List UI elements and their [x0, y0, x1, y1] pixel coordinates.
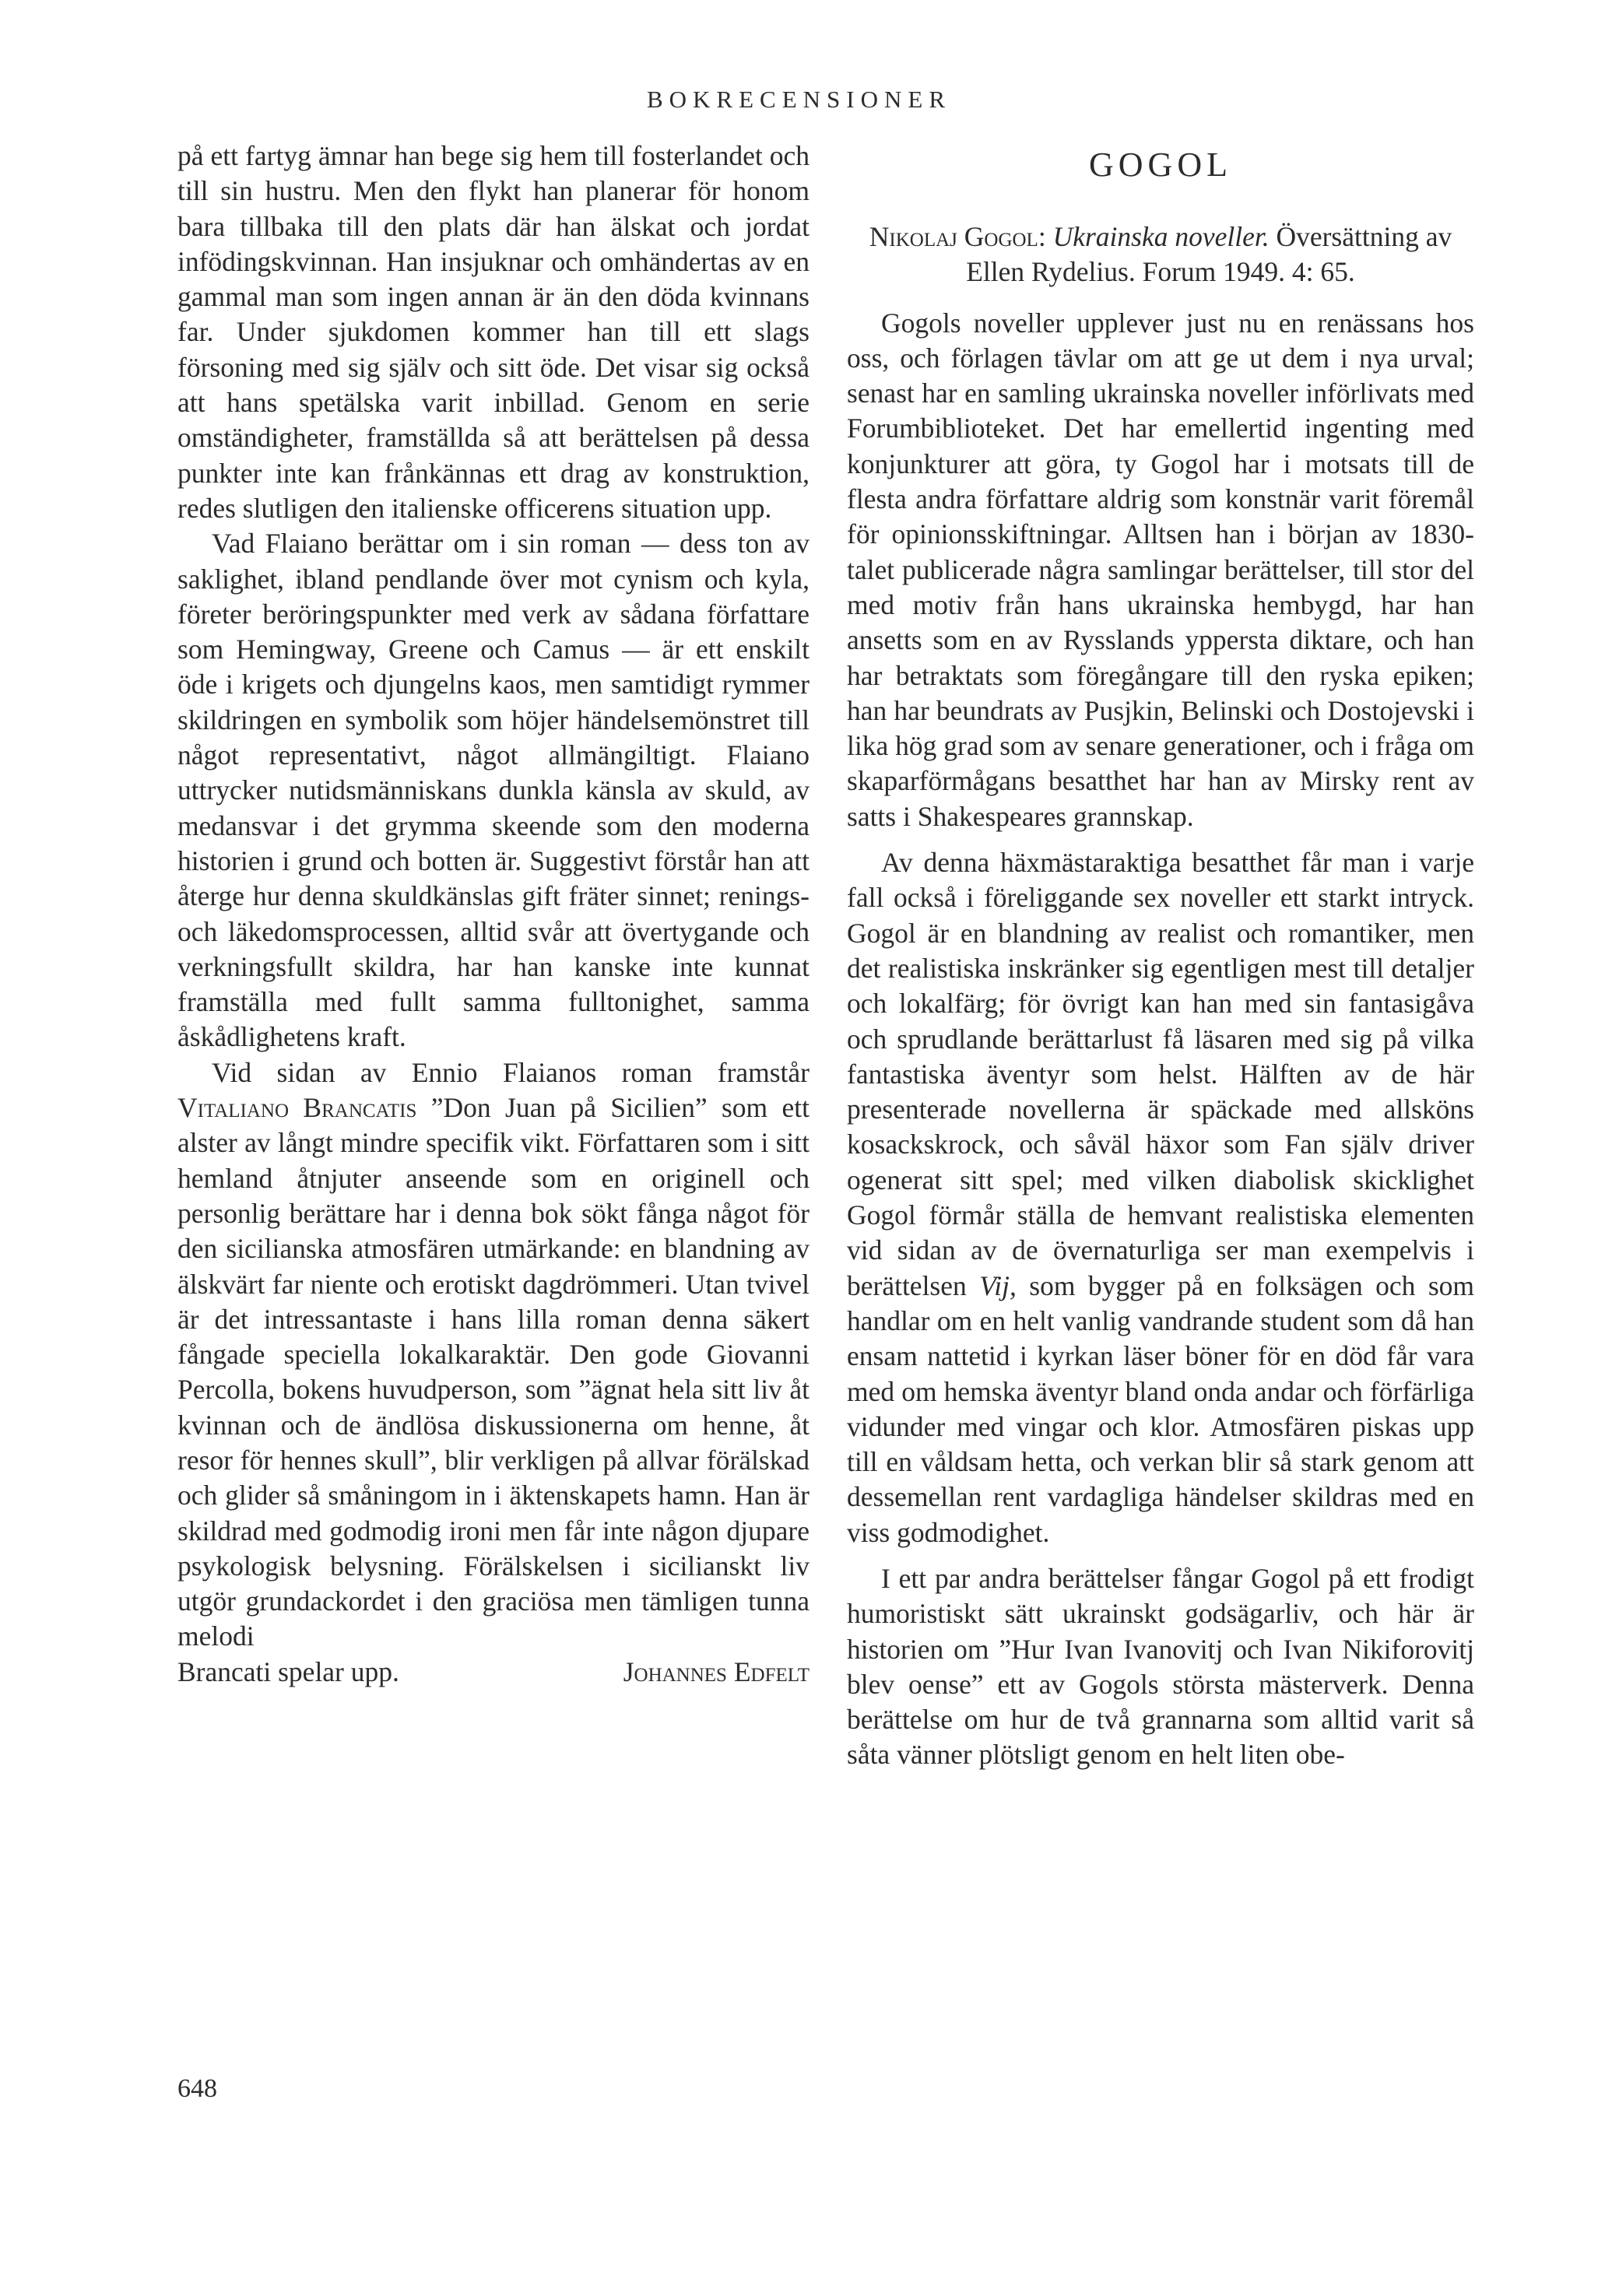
right-paragraph-2-start: Av denna häxmästaraktiga besatthet får man i varje fall också i föreliggande sex noveller ett starkt intryck. Gogol är en blandning av realist och romantiker, men det realistiska inskränker sig egentligen mest till detaljer och lokalfärg; för övrigt kan han med sin fantasigåva och sprudlande berättarlust få läsaren med sig på vilka fantastiska äventyr som helst. Hälften av de här presenterade novellerna är späckade med allsköns kosackskrock, och såväl häxor som Fan själv driver ogenerat sitt spel; med vilken diabolisk skicklighet Gogol förmår ställa de hemvant realistiska elementen vid sidan av de övernaturliga ser man exempelvis i berättelsen	[847, 847, 1474, 1301]
citation-work-title: Ukrainska noveller.	[1052, 221, 1270, 252]
left-paragraph-3-last-line: Brancati spelar upp.	[177, 1655, 399, 1687]
page-number: 648	[177, 2074, 217, 2103]
closing-line	[177, 1655, 810, 1690]
story-title-vij: Vij,	[979, 1269, 1017, 1301]
reviewed-author-brancati: Vitaliano Brancatis	[177, 1092, 417, 1124]
right-paragraph-2	[847, 845, 1474, 1550]
left-paragraph-1: på ett fartyg ämnar han bege sig hem till fosterlandet och till sin hustru. Men den flykt han planerar för honom bara tillbaka till den plats där han älskat och jordat infödingskvinnan. Han insjuknar och omhändertas av en gammal man som ingen annan är än den döda kvinnans far. Under sjukdomen kommer han till ett slags försoning med sig själv och sitt öde. Det visar sig också att hans spetälska varit inbillad. Genom en serie omständigheter, framställda så att berättelsen på dessa punkter inte kan frånkännas ett drag av konstruktion, redes slutligen den italienske officerens situation upp.	[177, 140, 810, 524]
left-paragraph-3-rest: ”Don Juan på Sicilien” som ett alster av långt mindre specifik vikt. Författaren som i sitt hemland åtnjuter anseende som en originell och personlig berättare har i denna bok sökt fånga något för den sicilianska atmosfären utmärkande: en blandning av älskvärt far niente och erotiskt dagdrömmeri. Utan tvivel är det intressantaste i hans lilla roman denna säkert fångade speciella lokalkaraktär. Den gode Giovanni Percolla, bokens huvudperson, som ”ägnat hela sitt liv åt kvinnan och de ändlösa diskussionerna om henne, åt resor för hennes skull”, blir verkligen på allvar förälskad och glider så småningom in i äktenskapets hamn. Han är skildrad med godmodig ironi men får inte någon djupare psykologisk belysning. Förälskelsen i sicilianskt liv utgör grundackordet i den graciösa men tämligen tunna melodi	[177, 1092, 810, 1652]
review-title: GOGOL	[1089, 146, 1232, 184]
running-head: BOKRECENSIONER	[646, 86, 951, 113]
reviewer-signature: Johannes Edfelt	[623, 1655, 810, 1687]
citation-details: Översättning av Ellen Rydelius. Forum 1949. 4: 65.	[966, 221, 1452, 288]
left-paragraph-3-start: Vid sidan av Ennio Flaianos roman framstår	[212, 1056, 810, 1088]
left-column	[177, 139, 810, 1690]
left-paragraph-3	[177, 1055, 810, 1655]
right-paragraph-2-rest: som bygger på en folksägen och som handlar om en helt vanlig vandrande student som då han ensam nattetid i kyrkan läser böner för en död får vara med om hemska äventyr bland onda andar och förfärliga vidunder med vingar och klor. Atmosfären piskas upp till en våldsam hetta, och verkan blir så stark genom att dessemellan rent vardagliga händelser skildras med en viss godmodighet.	[847, 1269, 1475, 1548]
right-column	[847, 139, 1474, 1773]
left-paragraph-2: Vad Flaiano berättar om i sin roman — dess ton av saklighet, ibland pendlande över mot cynism och kyla, företer beröringspunkter med verk av sådana författare som Hemingway, Greene och Camus — är ett enskilt öde i krigets och djungelns kaos, men samtidigt rymmer skildringen en symbolik som höjer händelsemönstret till något representativt, något allmängiltigt. Flaiano uttrycker nutidsmänniskans dunkla känsla av skuld, av medansvar i det grymma skeende som den moderna historien i grund och botten är. Suggestivt förstår han att återge hur denna skuldkänslas gift fräter sinnet; renings- och läkedomsprocessen, alltid svår att övertygande och verkningsfullt skildra, har han kanske inte kunnat framställa med fullt samma fulltonighet, samma åskådlighetens kraft.	[177, 528, 810, 1053]
right-paragraph-3: I ett par andra berättelser fångar Gogol på ett frodigt humoristiskt sätt ukrainskt godsägarliv, och här är historien om ”Hur Ivan Ivanovitj och Ivan Nikiforovitj blev oense” ett av Gogols största mästerverk. Denna berättelse om hur de två grannarna som alltid varit så såta vänner plötsligt genom en helt liten obe-	[847, 1562, 1474, 1771]
citation-author: Nikolaj Gogol:	[869, 221, 1046, 252]
right-paragraph-1: Gogols noveller upplever just nu en renässans hos oss, och förlagen tävlar om att ge ut dem i nya urval; senast har en samling ukrainska noveller införlivats med Forumbiblioteket. Det har emellertid ingenting med konjunkturer att göra, ty Gogol har i motsats till de flesta andra författare aldrig som konstnär varit föremål för opinionsskiftningar. Alltsen han i början av 1830-talet publicerade några samlingar berättelser, till stor del med motiv från hans ukrainska hembygd, har han ansetts som en av Rysslands yppersta diktare, och han har betraktats som föregångare till den ryska epiken; han har beundrats av Pusjkin, Belinski och Dostojevski i lika hög grad som av senare generationer, och i fråga om skaparförmågans besatthet har han av Mirsky rent av satts i Shakespeares grannskap.	[847, 307, 1474, 832]
book-citation	[847, 219, 1474, 290]
